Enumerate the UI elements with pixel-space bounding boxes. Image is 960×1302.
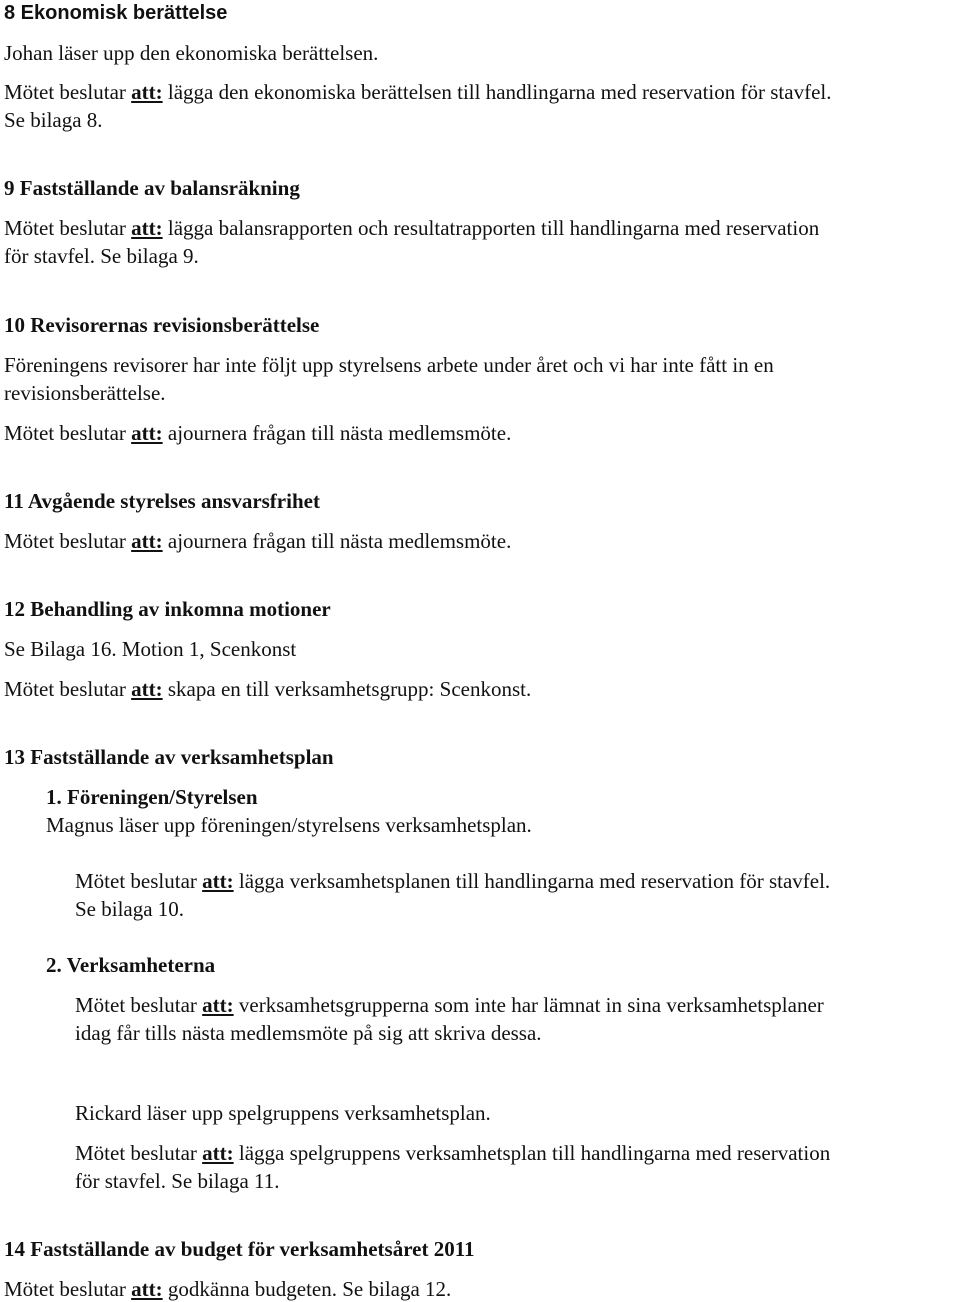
decision-att: att: [131, 80, 163, 104]
decision-text: ajournera frågan till nästa medlemsmöte. [167, 529, 512, 553]
section-13-sub2-text: Rickard läser upp spelgruppens verksamhetsplan. [75, 1101, 491, 1125]
decision-text: ajournera frågan till nästa medlemsmöte. [167, 421, 512, 445]
decision-text: lägga spelgruppens verksamhetsplan till handlingarna med reservation [238, 1141, 831, 1165]
decision-text: lägga verksamhetsplanen till handlingarna med reservation för stavfel. [238, 869, 831, 893]
section-13-subheading-1: 1. Föreningen/Styrelsen [46, 785, 258, 809]
section-13-sub2-decision-cont: idag får tills nästa medlemsmöte på sig att skriva dessa. [75, 1021, 542, 1045]
section-8-heading: 8 Ekonomisk berättelse [4, 2, 228, 24]
decision-att: att: [202, 993, 234, 1017]
decision-prefix: Mötet beslutar [4, 421, 126, 445]
decision-att: att: [202, 869, 234, 893]
section-10-heading: 10 Revisorernas revisionsberättelse [4, 313, 320, 337]
section-11-decision [4, 528, 511, 554]
section-13-heading: 13 Fastställande av verksamhetsplan [4, 745, 334, 769]
section-9-decision-cont: för stavfel. Se bilaga 9. [4, 244, 199, 268]
section-10-text: Föreningens revisorer har inte följt upp styrelsens arbete under året och vi har inte fått in en [4, 353, 774, 377]
section-13-sub1-decision-cont: Se bilaga 10. [75, 897, 185, 921]
section-12-text: Se Bilaga 16. Motion 1, Scenkonst [4, 637, 297, 661]
section-12-heading: 12 Behandling av inkomna motioner [4, 597, 331, 621]
section-14-heading: 14 Fastställande av budget för verksamhetsåret 2011 [4, 1237, 475, 1261]
section-12-decision [4, 676, 531, 702]
decision-text: verksamhetsgrupperna som inte har lämnat in sina verksamhetsplaner [238, 993, 824, 1017]
section-10-decision [4, 420, 511, 446]
section-13-sub1-text: Magnus läser upp föreningen/styrelsens verksamhetsplan. [46, 813, 532, 837]
section-8-decision [4, 79, 831, 105]
section-13-sub2-decision [75, 992, 824, 1018]
section-13-sub2-decision-2 [75, 1140, 830, 1166]
decision-att: att: [131, 216, 163, 240]
decision-prefix: Mötet beslutar [4, 80, 126, 104]
decision-att: att: [131, 421, 163, 445]
decision-att: att: [202, 1141, 234, 1165]
decision-text: skapa en till verksamhetsgrupp: Scenkonst. [167, 677, 532, 701]
decision-text: lägga balansrapporten och resultatrapporten till handlingarna med reservation [167, 216, 820, 240]
decision-att: att: [131, 677, 163, 701]
section-8-text: Johan läser upp den ekonomiska berättelsen. [4, 41, 379, 65]
section-13-subheading-2: 2. Verksamheterna [46, 953, 216, 977]
section-13-sub2-decision-2-cont: för stavfel. Se bilaga 11. [75, 1169, 280, 1193]
decision-prefix: Mötet beslutar [75, 869, 197, 893]
decision-prefix: Mötet beslutar [4, 529, 126, 553]
section-14-decision [4, 1276, 451, 1302]
decision-prefix: Mötet beslutar [4, 677, 126, 701]
section-9-decision [4, 215, 819, 241]
decision-prefix: Mötet beslutar [4, 216, 126, 240]
decision-prefix: Mötet beslutar [75, 993, 197, 1017]
decision-text: godkänna budgeten. Se bilaga 12. [167, 1277, 452, 1301]
section-9-heading: 9 Fastställande av balansräkning [4, 176, 300, 200]
decision-prefix: Mötet beslutar [4, 1277, 126, 1301]
section-11-heading: 11 Avgående styrelses ansvarsfrihet [4, 489, 320, 513]
section-10-text-cont: revisionsberättelse. [4, 381, 166, 405]
decision-att: att: [131, 529, 163, 553]
decision-prefix: Mötet beslutar [75, 1141, 197, 1165]
section-13-sub1-decision [75, 868, 830, 894]
decision-text: lägga den ekonomiska berättelsen till handlingarna med reservation för stavfel. [167, 80, 832, 104]
section-8-decision-cont: Se bilaga 8. [4, 108, 103, 132]
decision-att: att: [131, 1277, 163, 1301]
